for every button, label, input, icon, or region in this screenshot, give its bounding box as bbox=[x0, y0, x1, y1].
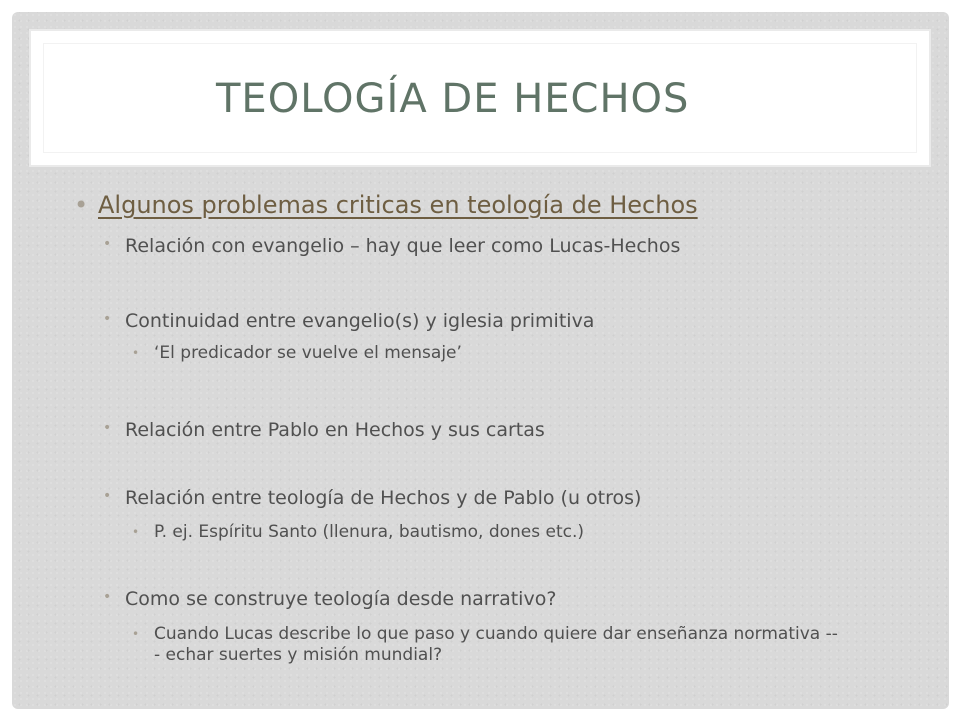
bullet-icon: • bbox=[132, 346, 140, 360]
bullet-icon: • bbox=[103, 420, 112, 436]
heading-item-text: Algunos problemas criticas en teología de Hechos bbox=[98, 191, 698, 219]
list-item-text: Continuidad entre evangelio(s) y iglesia primitiva bbox=[125, 310, 595, 332]
bullet-icon: • bbox=[103, 311, 112, 327]
list-item-text: P. ej. Espíritu Santo (llenura, bautismo, dones etc.) bbox=[154, 522, 585, 542]
list-item-text: ‘El predicador se vuelve el mensaje’ bbox=[154, 343, 462, 363]
list-item-text: Cuando Lucas describe lo que paso y cuando quiere dar enseñanza normativa --- echar suertes y misión mundial? bbox=[154, 624, 838, 665]
bullet-icon: • bbox=[74, 191, 89, 219]
bullet-icon: • bbox=[132, 525, 140, 539]
slide-title: TEOLOGÍA DE HECHOS bbox=[216, 76, 690, 122]
list-item-text: Relación entre Pablo en Hechos y sus cartas bbox=[125, 419, 545, 441]
bullet-icon: • bbox=[103, 589, 112, 605]
list-item-text: Relación entre teología de Hechos y de Pablo (u otros) bbox=[125, 487, 642, 509]
list-item-text: Como se construye teología desde narrativo? bbox=[125, 588, 557, 610]
bullet-icon: • bbox=[132, 627, 140, 641]
bullet-icon: • bbox=[103, 236, 112, 252]
list-item-text: Relación con evangelio – hay que leer como Lucas-Hechos bbox=[125, 235, 681, 257]
bullet-icon: • bbox=[103, 488, 112, 504]
